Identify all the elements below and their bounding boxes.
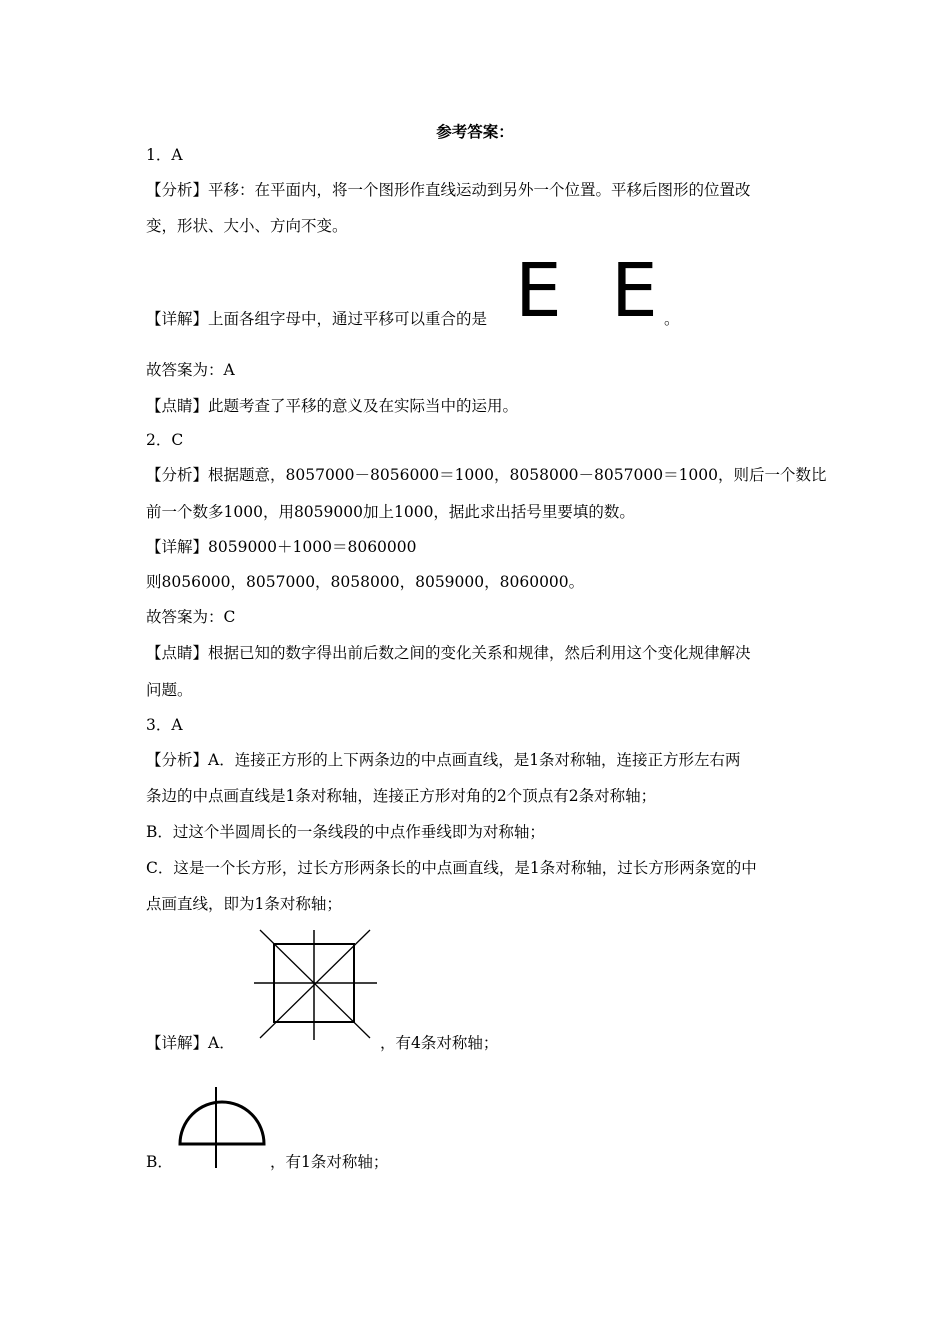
q3-analysis-line2: 条边的中点画直线是1条对称轴，连接正方形对角的2个顶点有2条对称轴； [146,787,657,805]
q3-detail-a-suffix: ，有4条对称轴； [380,1034,499,1052]
q3-detail-b-prefix: B． [146,1153,173,1171]
q1-number: 1．A [146,146,183,164]
q2-comment-line1: 【点睛】根据已知的数字得出前后数之间的变化关系和规律，然后利用这个变化规律解决 [146,644,751,662]
square-symmetry-figure [252,928,382,1046]
q3-detail-b-suffix: ，有1条对称轴； [270,1153,389,1171]
letter-e-right: E [611,248,658,334]
q2-detail-line2: 则8056000，8057000，8058000，8059000，8060000。 [146,573,585,591]
q1-detail [146,309,487,329]
page-title: 参考答案： [436,122,514,141]
q2-analysis-line1: 【分析】根据题意，8057000－8056000＝1000，8058000－8057000＝1000，则后一个数比 [146,466,827,484]
q3-analysis-c-line2: 点画直线，即为1条对称轴； [146,895,342,913]
q1-comment: 【点睛】此题考查了平移的意义及在实际当中的运用。 [146,397,519,415]
q1-answer: 故答案为：A [146,361,235,379]
q3-analysis-b: B．过这个半圆周长的一条线段的中点作垂线即为对称轴； [146,823,545,841]
q3-number: 3．A [146,716,183,734]
q2-detail: 【详解】8059000＋1000＝8060000 [146,538,417,556]
q2-comment-line2: 问题。 [146,681,193,699]
semicircle-symmetry-figure [170,1082,274,1172]
q1-detail-text: 【详解】上面各组字母中，通过平移可以重合的是 [146,310,488,328]
q2-analysis-line2: 前一个数多1000，用8059000加上1000，据此求出括号里要填的数。 [146,503,635,521]
q1-analysis-line2: 变，形状、大小、方向不变。 [146,217,348,235]
q3-analysis-line1: 【分析】A．连接正方形的上下两条边的中点画直线，是1条对称轴，连接正方形左右两 [146,751,741,769]
q1-analysis-line1: 【分析】平移：在平面内，将一个图形作直线运动到另外一个位置。平移后图形的位置改 [146,181,751,199]
q3-detail-a-prefix: 【详解】A． [146,1034,235,1052]
q2-answer: 故答案为：C [146,608,236,626]
q1-detail-end: 。 [664,310,680,328]
q3-analysis-c-line1: C．这是一个长方形，过长方形两条长的中点画直线，是1条对称轴，过长方形两条宽的中 [146,859,757,877]
letter-e-left: E [515,248,562,334]
q2-number: 2．C [146,431,184,449]
